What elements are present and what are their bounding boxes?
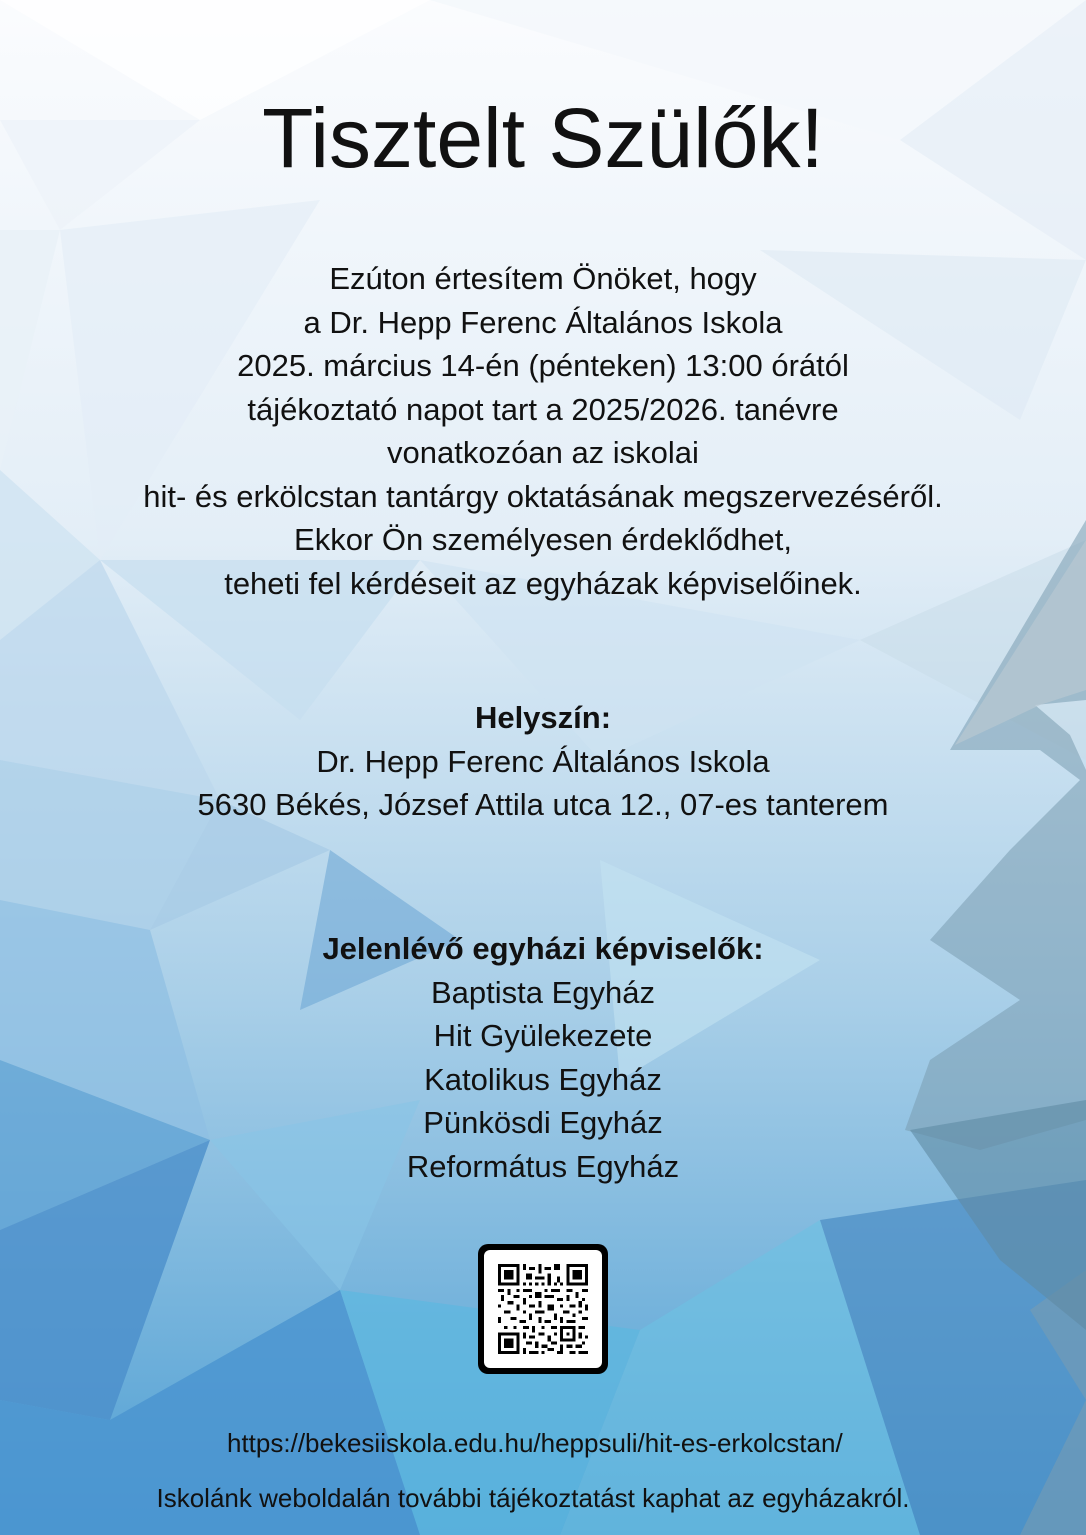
qr-code-icon[interactable] [478,1244,608,1374]
footer-note: Iskolánk weboldalán további tájékoztatást kaphat az egyházakról. [156,1483,910,1513]
intro-line: hit- és erkölcstan tantárgy oktatásának megszervezéséről. [143,478,943,514]
representative-item: Baptista Egyház [430,974,656,1010]
location-line: 5630 Békés, József Attila utca 12., 07-es tanterem [197,787,889,822]
representative-item: Pünkösdi Egyház [423,1105,663,1140]
intro-line: Ezúton értesítem Önöket, hogy [329,261,757,296]
location-heading: Helyszín: [474,700,612,735]
intro-line: Ekkor Ön személyesen érdeklődhet, [294,522,792,557]
location-section [0,696,1086,827]
intro-line: 2025. március 14-én (pénteken) 13:00 órától [237,348,849,383]
intro-line: a Dr. Hepp Ferenc Általános Iskola [303,304,783,340]
representative-item: Református Egyház [406,1148,680,1184]
website-url[interactable]: https://bekesiiskola.edu.hu/heppsuli/hit-es-erkolcstan/ [227,1428,843,1458]
page-title: Tisztelt Szülők! [262,91,824,185]
representatives-section [0,927,1086,1188]
intro-line: vonatkozóan az iskolai [387,435,699,470]
intro-line: teheti fel kérdéseit az egyházak képviselőinek. [224,565,862,601]
location-line: Dr. Hepp Ferenc Általános Iskola [316,743,770,779]
representative-item: Hit Gyülekezete [433,1018,653,1053]
representative-item: Katolikus Egyház [424,1061,662,1097]
intro-line: tájékoztató napot tart a 2025/2026. tanévre [247,391,839,427]
intro-paragraph [0,257,1086,605]
representatives-heading: Jelenlévő egyházi képviselők: [322,931,764,966]
